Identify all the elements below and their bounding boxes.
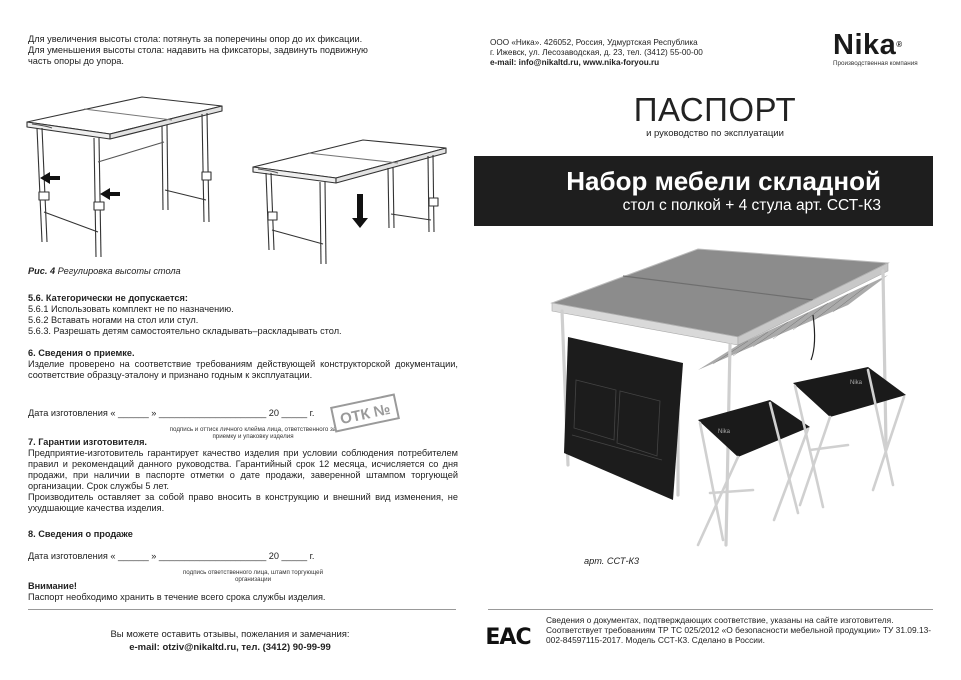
list-item: 5.6.2 Вставать ногами на стол или стул. (28, 315, 199, 325)
company-info (490, 38, 740, 68)
stool-brand-label: Nika (718, 429, 731, 435)
passport-heading (630, 92, 800, 139)
section-heading: 5.6. Категорически не допускается: (28, 293, 188, 303)
eac-mark-text: EAC (485, 625, 531, 650)
intro-line: Для увеличения высоты стола: потянуть за поперечины опор до их фиксации. (28, 34, 363, 44)
warning-heading: Внимание! (28, 581, 77, 591)
qc-stamp (327, 393, 403, 433)
table-height-figure-extend (22, 92, 227, 264)
section-text: Производитель оставляет за собой право вносить в конструкцию и внешний вид изменения, не ухудшающие качества изделия. (28, 492, 458, 513)
figure-caption (28, 266, 181, 277)
divider (28, 609, 456, 610)
section-heading: 6. Сведения о приемке. (28, 348, 135, 358)
list-item: 5.6.1 Использовать комплект не по назначению. (28, 304, 234, 314)
product-subtitle: стол с полкой + 4 стула арт. ССТ-К3 (622, 197, 881, 214)
sale-date-line: Дата изготовления « ______ » _____________________ 20 _____ г. (28, 551, 315, 561)
warning-block (28, 581, 458, 603)
eac-mark-icon (485, 619, 531, 650)
certification-text: Сведения о документах, подтверждающих соответствие, указаны на сайте изготовителя. Соответствует требованиям ТР ТС 025/2012 «О безопасности мебельной продукции» ТУ 31.09.13-002-84597115-2017. Модель ССТ-К3. Сделано в России. (546, 615, 932, 645)
section-text: Предприятие-изготовитель гарантирует качество изделия при условии соблюдения потребителем правил и рекомендаций данного руководства. Гарантийный срок 12 месяца, исчисляется со дня продажи, при наличии в паспорте отметки о дате продажи, заверенной штампом торгующей организации. Срок службы 5 лет. (28, 448, 458, 491)
company-contacts: e-mail: info@nikaltd.ru, www.nika-foryou.ru (490, 58, 660, 67)
warning-text: Паспорт необходимо хранить в течение всего срока службы изделия. (28, 592, 326, 602)
company-line: ООО «Ника». 426052, Россия, Удмуртская Республика (490, 38, 698, 47)
photo-caption: арт. ССТ-К3 (584, 556, 640, 566)
section-heading: 8. Сведения о продаже (28, 529, 133, 539)
section-5-6 (28, 293, 458, 337)
product-banner (474, 156, 933, 226)
intro-line: часть опоры до упора. (28, 56, 124, 66)
section-text: Изделие проверено на соответствие требованиям действующей конструкторской документации, соответствие образцу-эталону и признано годным к эксплуатации. (28, 359, 458, 380)
feedback-contacts: e-mail: otziv@nikaltd.ru, тел. (3412) 90-99-99 (129, 642, 331, 653)
height-adjust-instructions (28, 34, 428, 67)
passport-subtitle: и руководство по эксплуатации (646, 128, 784, 139)
company-line: г. Ижевск, ул. Лесозаводская, д. 23, тел. (3412) 55-00-00 (490, 48, 703, 57)
section-8-sale (28, 529, 458, 540)
certification-info (546, 615, 936, 645)
manufacture-date-note: подпись и оттиск личного клейма лица, ответственного за приемку и упаковку изделия (169, 426, 337, 441)
sale-date-note: подпись ответственного лица, штамп торгующей организации (182, 569, 324, 584)
list-item: 5.6.3. Разрешать детям самостоятельно складывать–раскладывать стол. (28, 326, 342, 336)
product-photo (548, 245, 948, 563)
nika-logo (833, 30, 943, 68)
section-6-acceptance (28, 348, 458, 381)
divider (488, 609, 933, 610)
table-height-figure-retract (248, 132, 453, 270)
logo-subtitle: Производственная компания (833, 60, 918, 67)
registered-mark: ® (896, 40, 903, 49)
passport-title: ПАСПОРТ (633, 91, 797, 128)
intro-line: Для уменьшения высоты стола: надавить на фиксаторы, задвинуть подвижную (28, 45, 368, 55)
feedback-line: Вы можете оставить отзывы, пожелания и замечания: (110, 629, 350, 640)
qc-stamp-text: ОТК № (338, 400, 392, 429)
feedback-block (60, 628, 400, 654)
stool-brand-label: Nika (850, 380, 863, 386)
section-heading: 7. Гарантии изготовителя. (28, 437, 147, 447)
section-7-warranty (28, 437, 458, 514)
manufacture-date-line: Дата изготовления « ______ » _____________________ 20 _____ г. (28, 408, 315, 418)
figure-caption-text: Регулировка высоты стола (55, 266, 181, 276)
figure-caption-label: Рис. 4 (28, 266, 56, 276)
product-title: Набор мебели складной (566, 166, 881, 196)
logo-word: Nika® (833, 29, 903, 61)
